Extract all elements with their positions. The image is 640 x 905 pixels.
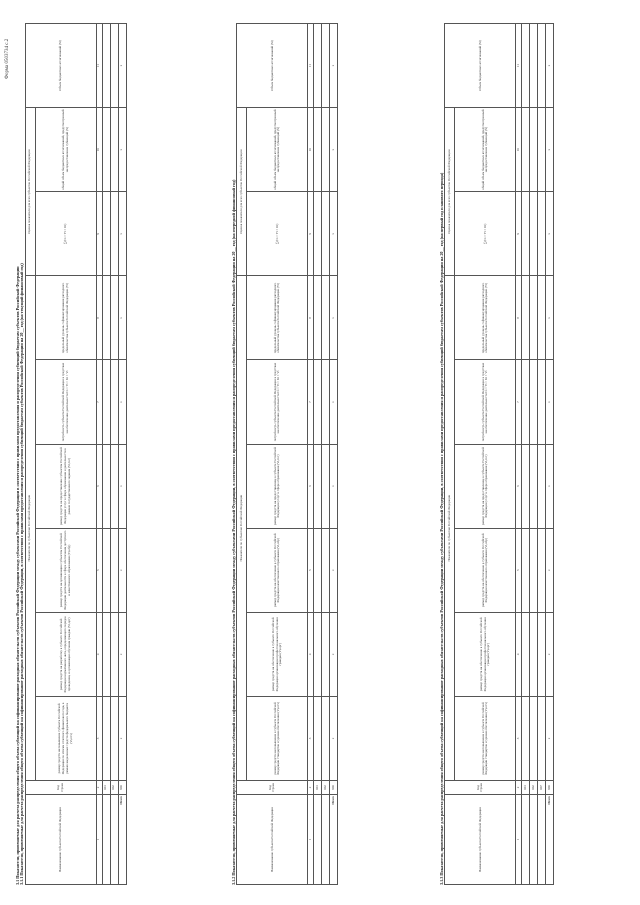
total-value-cell: x (118, 360, 126, 444)
value-cell[interactable] (538, 528, 546, 612)
table-row (322, 24, 330, 885)
value-cell[interactable] (314, 108, 322, 192)
column-number-11: 11 (96, 24, 102, 108)
total-row (118, 24, 126, 885)
value-cell[interactable] (522, 528, 530, 612)
column-number-1: 1 (516, 795, 522, 885)
total-value-cell: x (546, 360, 554, 444)
header-group-subjects: Показатели по субъектам Российской Федерации (237, 276, 247, 781)
header-col-8: предельный уровень софинансирования расходного обязательства субъекта Российской Федерации (Yi) (247, 276, 308, 360)
header-col-11: Объем бюджетных ассигнований (Si) (445, 24, 516, 108)
value-cell[interactable] (102, 108, 110, 192)
header-group-total: Оценка показателя для всех субъектов Российской Федерации (237, 108, 247, 276)
total-value-cell: x (546, 444, 554, 528)
form-section (440, 23, 554, 885)
total-label: Итого (546, 795, 554, 885)
value-cell[interactable] (322, 108, 330, 192)
value-cell[interactable] (110, 360, 118, 444)
value-cell[interactable] (322, 24, 330, 108)
column-number-1: 1 (96, 795, 102, 885)
value-cell[interactable] (538, 108, 546, 192)
total-value-cell: x (330, 696, 338, 780)
column-number-6: 6 (516, 444, 522, 528)
value-cell[interactable] (522, 612, 530, 696)
column-number-2: 2 (308, 781, 314, 795)
column-number-6: 6 (308, 444, 314, 528)
header-col-10: общий объем бюджетных ассигнований, предусмотренный на предоставление субвенций (S) (455, 108, 516, 192)
header-group-subjects: Показатели по субъектам Российской Федерации (445, 276, 455, 781)
value-cell[interactable] (322, 612, 330, 696)
column-number-3: 3 (96, 696, 102, 780)
column-number-7: 7 (96, 360, 102, 444)
value-cell[interactable] (522, 108, 530, 192)
header-col-9: ∑(Ci × Yi × Ki) (247, 192, 308, 276)
subject-name-cell[interactable] (522, 795, 530, 885)
subject-name-cell[interactable] (530, 795, 538, 885)
total-value-cell: x (546, 276, 554, 360)
total-value-cell: x (546, 24, 554, 108)
header-group-total: Оценка показателя для всех субъектов Российской Федерации (445, 108, 455, 276)
total-value-cell: x (330, 360, 338, 444)
column-number-8: 8 (96, 276, 102, 360)
column-number-10: 10 (516, 108, 522, 192)
value-cell[interactable] (110, 192, 118, 276)
value-cell[interactable] (538, 696, 546, 780)
value-cell[interactable] (530, 612, 538, 696)
section-heading: 3.1 Показатели, применяемые для расчета распределения общего объема субвенций на софинансирование расходных обязательств субъектов Российской Федерации между субъектами Российской Федерации в соответствии с правилами предоставления и распределения субвенций бюджетам субъектов Российской Федерации (15, 266, 20, 885)
header-col-7: потребность субъекта Российской Федерации в средствах на обеспечение деятельности Ci = Ti × Ki × Vi (35, 360, 96, 444)
value-cell[interactable] (110, 528, 118, 612)
value-cell[interactable] (102, 612, 110, 696)
section-subheading: 3.1.3 Показатели, применяемые для расчета распределения общего объема субвенций на софинансирование расходных обязательств субъектов Российской Федерации между субъектами Российской Федерации, в соответствии с правилами предоставления и распределения субвенций бюджетам субъектов Российской Федерации на 20__ год (на первый год планового периода) (439, 172, 444, 885)
header-line-code: Код строки (445, 781, 516, 795)
value-cell[interactable] (538, 192, 546, 276)
value-cell[interactable] (538, 276, 546, 360)
column-number-2: 2 (96, 781, 102, 795)
value-cell[interactable] (522, 360, 530, 444)
header-col-11: Объем бюджетных ассигнований (Si) (25, 24, 96, 108)
section-subheading: 3.1.2 Показатели, применяемые для расчета распределения общего объема субвенций на софинансирование расходных обязательств субъектов Российской Федерации между субъектами Российской Федерации, в соответствии с правилами предоставления и распределения субвенций бюджетам субъектов Российской Федерации на 20__ год (на очередной финансовый год) (231, 179, 236, 885)
total-value-cell: x (546, 612, 554, 696)
line-code-cell: 002 (110, 781, 118, 795)
value-cell[interactable] (522, 24, 530, 108)
header-line-code: Код строки (237, 781, 308, 795)
column-number-11: 11 (308, 24, 314, 108)
value-cell[interactable] (530, 360, 538, 444)
column-number-3: 3 (516, 696, 522, 780)
subject-name-cell[interactable] (102, 795, 110, 885)
header-col-9: ∑(Ci × Yi × Ki) (35, 192, 96, 276)
column-number-5: 5 (96, 528, 102, 612)
total-value-cell: x (118, 612, 126, 696)
line-code-cell: 002 (322, 781, 330, 795)
column-number-9: 9 (96, 192, 102, 276)
value-cell[interactable] (110, 696, 118, 780)
value-cell[interactable] (110, 612, 118, 696)
value-cell[interactable] (530, 444, 538, 528)
column-number-11: 11 (516, 24, 522, 108)
value-cell[interactable] (530, 276, 538, 360)
total-value-cell: x (118, 192, 126, 276)
value-cell[interactable] (530, 696, 538, 780)
value-cell[interactable] (314, 276, 322, 360)
header-col-7: потребность субъекта Российской Федерации в средствах на обеспечение деятельности Ci = Ti × Ki × Vi (247, 360, 308, 444)
header-col-6: размер средств на предоставление в субъекте Российской Федерации услуг в сфере образования (Vi,гос) (455, 444, 516, 528)
value-cell[interactable] (538, 360, 546, 444)
column-number-8: 8 (516, 276, 522, 360)
value-cell[interactable] (110, 444, 118, 528)
header-group-subjects: Показатели по субъектам Российской Федерации (25, 276, 35, 781)
subject-name-cell[interactable] (322, 795, 330, 885)
indicator-table (25, 23, 127, 885)
subject-name-cell[interactable] (314, 795, 322, 885)
value-cell[interactable] (314, 612, 322, 696)
column-number-3: 3 (308, 696, 314, 780)
total-label: Итого (118, 795, 126, 885)
subject-name-cell[interactable] (110, 795, 118, 885)
line-code-cell: 001 (522, 781, 530, 795)
header-col-5: размер средств на организацию субъектом Российской Федерации деятельности в сфере обеспечения доступного и качественного образования (Vi,обр) (35, 528, 96, 612)
total-value-cell: x (118, 24, 126, 108)
value-cell[interactable] (322, 192, 330, 276)
header-line-code: Код строки (25, 781, 96, 795)
header-col-3: размер средств на повышение в субъекте Российской Федерации стандартов и уровня обеспечения (Vi,отч) (247, 696, 308, 780)
value-cell[interactable] (530, 24, 538, 108)
value-cell[interactable] (314, 528, 322, 612)
total-row (330, 24, 338, 885)
value-cell[interactable] (322, 276, 330, 360)
line-code-cell: 007 (538, 781, 546, 795)
value-cell[interactable] (530, 528, 538, 612)
value-cell[interactable] (322, 528, 330, 612)
header-col-10: общий объем бюджетных ассигнований, предусмотренный на предоставление субвенций (S) (35, 108, 96, 192)
column-number-1: 1 (308, 795, 314, 885)
header-subject-name: Наименование субъекта Российской Федерации (237, 795, 308, 885)
header-col-6: размер средств на предоставление в субъекте Российской Федерации услуг в сфере образования (Vi,гос) (247, 444, 308, 528)
total-value-cell: x (330, 444, 338, 528)
column-number-4: 4 (96, 612, 102, 696)
column-number-4: 4 (516, 612, 522, 696)
total-value-cell: x (546, 192, 554, 276)
column-number-10: 10 (308, 108, 314, 192)
value-cell[interactable] (102, 360, 110, 444)
column-number-2: 2 (516, 781, 522, 795)
value-cell[interactable] (102, 696, 110, 780)
value-cell[interactable] (530, 108, 538, 192)
table-row (110, 24, 118, 885)
column-number-7: 7 (516, 360, 522, 444)
total-code: 900 (546, 781, 554, 795)
total-label: Итого (330, 795, 338, 885)
line-code-cell: 001 (102, 781, 110, 795)
table-row (538, 24, 546, 885)
table-row (102, 24, 110, 885)
header-col-3: размер средств на повышение в субъекте Российской Федерации стандартов и уровня обеспечения (Vi,отч) (455, 696, 516, 780)
total-value-cell: x (330, 192, 338, 276)
column-number-5: 5 (308, 528, 314, 612)
total-code: 900 (330, 781, 338, 795)
value-cell[interactable] (538, 24, 546, 108)
line-code-cell: 001 (314, 781, 322, 795)
total-value-cell: x (118, 528, 126, 612)
value-cell[interactable] (314, 444, 322, 528)
value-cell[interactable] (110, 276, 118, 360)
value-cell[interactable] (110, 108, 118, 192)
value-cell[interactable] (102, 24, 110, 108)
total-value-cell: x (330, 528, 338, 612)
column-number-10: 10 (96, 108, 102, 192)
value-cell[interactable] (102, 528, 110, 612)
value-cell[interactable] (314, 696, 322, 780)
column-number-4: 4 (308, 612, 314, 696)
column-number-6: 6 (96, 444, 102, 528)
header-col-4: размер средств на обеспечение в субъекте Российской Федерации организации профессионального обучения граждан (Vi,орг) (247, 612, 308, 696)
column-number-7: 7 (308, 360, 314, 444)
header-col-8: предельный уровень софинансирования расходного обязательства субъекта Российской Федерации (Yi) (35, 276, 96, 360)
column-number-8: 8 (308, 276, 314, 360)
total-value-cell: x (118, 276, 126, 360)
total-value-cell: x (118, 444, 126, 528)
section-subheading: 3.1.1 Показатели, применяемые для расчета распределения общего объема субвенций на софинансирование расходных обязательств субъектов Российской Федерации, в соответствии с правилами предоставления и распределения субвенций бюджетам субъектов Российской Федерации на 20__ год (на текущий финансовый год) (19, 263, 25, 885)
total-row (546, 24, 554, 885)
column-number-9: 9 (308, 192, 314, 276)
column-number-9: 9 (516, 192, 522, 276)
header-col-9: ∑(Ci × Yi × Ki) (455, 192, 516, 276)
value-cell[interactable] (102, 444, 110, 528)
subject-name-cell[interactable] (538, 795, 546, 885)
value-cell[interactable] (522, 696, 530, 780)
header-col-8: предельный уровень софинансирования расходного обязательства субъекта Российской Федерации (Yi) (455, 276, 516, 360)
header-col-5: размер средств на обеспечение в субъекте Российской Федерации качественного образования (Vi,обр) (455, 528, 516, 612)
header-col-10: общий объем бюджетных ассигнований, предусмотренный на предоставление субвенций (S) (247, 108, 308, 192)
value-cell[interactable] (538, 612, 546, 696)
form-code: Форма 0503734 с.2 (5, 38, 10, 79)
value-cell[interactable] (322, 360, 330, 444)
value-cell[interactable] (522, 192, 530, 276)
total-value-cell: x (330, 24, 338, 108)
table-row (530, 24, 538, 885)
header-col-4: размер средств на обеспечение в субъекте Российской Федерации организации профессионального обучения граждан (Vi,орг) (455, 612, 516, 696)
form-section (16, 23, 127, 885)
value-cell[interactable] (522, 444, 530, 528)
indicator-table (236, 23, 338, 885)
table-row (314, 24, 322, 885)
total-value-cell: x (546, 528, 554, 612)
total-code: 900 (118, 781, 126, 795)
header-group-total: Оценка показателя для всех субъектов Российской Федерации (25, 108, 35, 276)
header-col-3: размер средств на повышение субъекта Российской Федерации по итогам отчетного финансового года, в рамках выделенных средств федерального бюджета (Vi,отч) (35, 696, 96, 780)
total-value-cell: x (330, 108, 338, 192)
value-cell[interactable] (322, 696, 330, 780)
total-value-cell: x (546, 108, 554, 192)
value-cell[interactable] (538, 444, 546, 528)
value-cell[interactable] (110, 24, 118, 108)
value-cell[interactable] (314, 192, 322, 276)
value-cell[interactable] (522, 276, 530, 360)
header-col-7: потребность субъекта Российской Федерации в средствах на обеспечение деятельности Ci = Ti × Ki × Vi (455, 360, 516, 444)
value-cell[interactable] (314, 360, 322, 444)
value-cell[interactable] (314, 24, 322, 108)
header-col-5: размер средств на обеспечение в субъекте Российской Федерации качественного образования (Vi,обр) (247, 528, 308, 612)
header-col-4: размер средств на разработку в субъекте Российской Федерации нормативного акта, определяющего порядок проведения, и организации обучения граждан (Vi,орг) (35, 612, 96, 696)
header-subject-name: Наименование субъекта Российской Федерации (445, 795, 516, 885)
value-cell[interactable] (530, 192, 538, 276)
column-number-5: 5 (516, 528, 522, 612)
total-value-cell: x (118, 108, 126, 192)
line-code-cell: 002 (530, 781, 538, 795)
value-cell[interactable] (102, 192, 110, 276)
header-col-11: Объем бюджетных ассигнований (Si) (237, 24, 308, 108)
indicator-table (444, 23, 554, 885)
form-section (232, 23, 338, 885)
total-value-cell: x (118, 696, 126, 780)
total-value-cell: x (330, 276, 338, 360)
header-col-6: размер средств на предоставление субъектом Российской Федерации услуг в сфере образования и деятельности в рамках государственного задания (Vi,гос) (35, 444, 96, 528)
total-value-cell: x (546, 696, 554, 780)
total-value-cell: x (330, 612, 338, 696)
value-cell[interactable] (322, 444, 330, 528)
table-row (522, 24, 530, 885)
header-subject-name: Наименование субъекта Российской Федерации (25, 795, 96, 885)
value-cell[interactable] (102, 276, 110, 360)
